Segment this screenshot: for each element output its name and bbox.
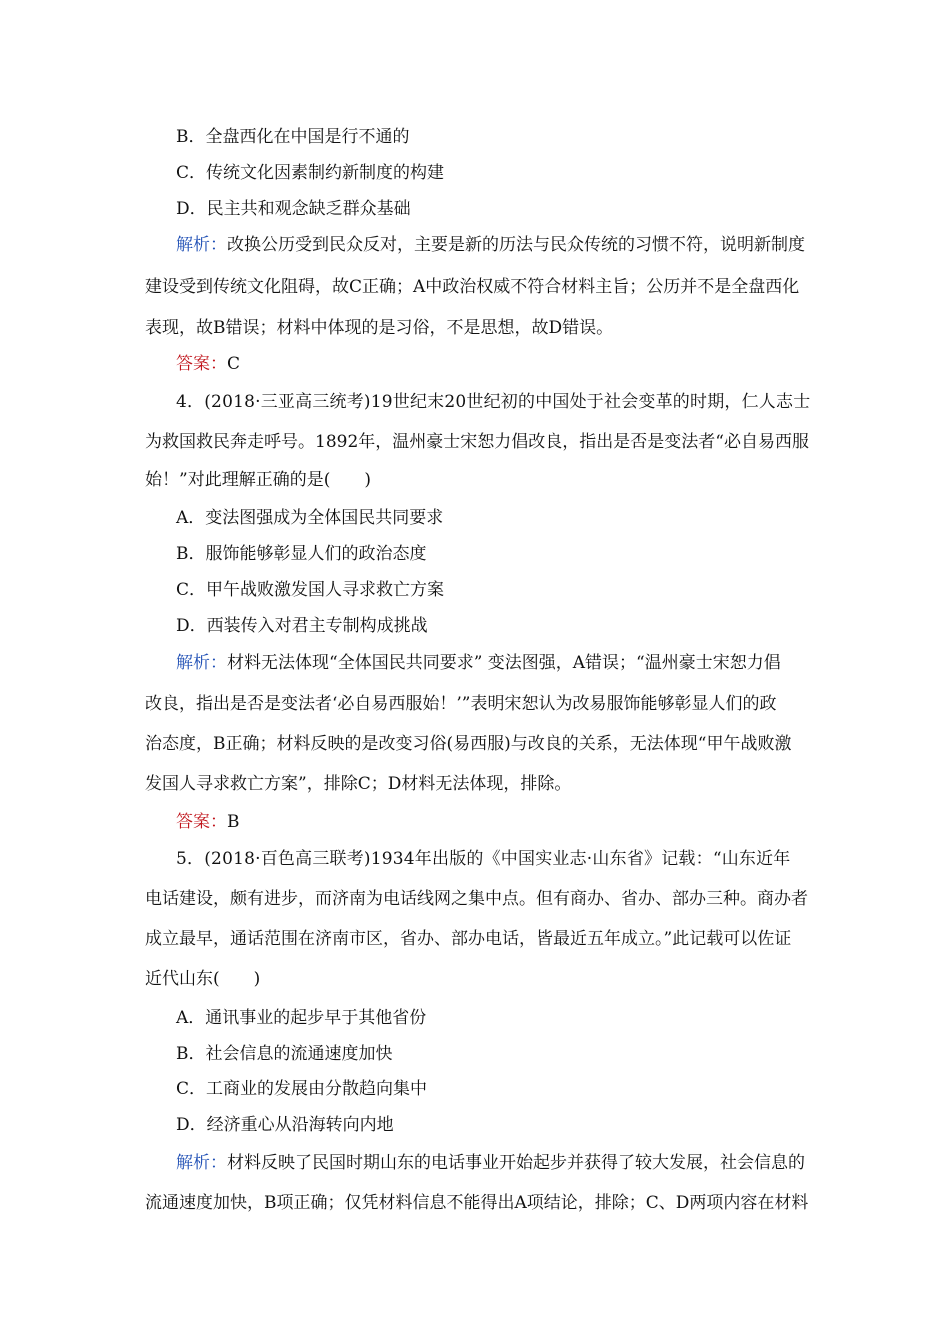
q4-option-b: B．服饰能够彰显人们的政治态度 xyxy=(176,544,427,564)
q4-analysis-line-1: 解析：材料无法体现“全体国民共同要求” 变法图强，A错误；“温州豪士宋恕力倡 xyxy=(176,653,781,673)
q4-option-a: A．变法图强成为全体国民共同要求 xyxy=(176,508,444,528)
q4-analysis-line-2: 改良，指出是否是变法者‘必自易西服始！’”表明宋恕认为改易服饰能够彰显人们的政 xyxy=(145,694,777,714)
q5-option-c: C．工商业的发展由分散趋向集中 xyxy=(176,1079,428,1099)
q4-answer-label: 答案： xyxy=(176,812,227,832)
q3-option-c: C．传统文化因素制约新制度的构建 xyxy=(176,163,445,183)
q4-analysis-line-3: 治态度，B正确；材料反映的是改变习俗(易西服)与改良的关系，无法体现“甲午战败激 xyxy=(145,734,792,754)
q5-analysis-label: 解析： xyxy=(176,1153,227,1173)
q5-option-a: A．通讯事业的起步早于其他省份 xyxy=(176,1008,427,1028)
q3-answer-label: 答案： xyxy=(176,354,227,374)
q3-option-b: B．全盘西化在中国是行不通的 xyxy=(176,127,410,147)
q4-option-d: D．西装传入对君主专制构成挑战 xyxy=(176,616,428,636)
q5-option-b: B．社会信息的流通速度加快 xyxy=(176,1044,393,1064)
q5-stem-line-2: 电话建设，颇有进步，而济南为电话线网之集中点。但有商办、省办、部办三种。商办者 xyxy=(145,889,808,909)
q4-answer-value: B xyxy=(227,812,240,832)
q5-stem-line-1: 5．(2018·百色高三联考)1934年出版的《中国实业志·山东省》记载：“山东近年 xyxy=(176,849,791,869)
q4-analysis-label: 解析： xyxy=(176,653,227,673)
q3-answer xyxy=(176,353,240,375)
q3-analysis-line-2: 建设受到传统文化阻碍，故C正确；A中政治权威不符合材料主旨；公历并不是全盘西化 xyxy=(145,277,800,297)
q3-analysis-label: 解析： xyxy=(176,235,227,255)
q5-analysis-line-1: 解析：材料反映了民国时期山东的电话事业开始起步并获得了较大发展，社会信息的 xyxy=(176,1153,805,1173)
q3-analysis-line-1: 解析：改换公历受到民众反对，主要是新的历法与民众传统的习惯不符，说明新制度 xyxy=(176,235,805,255)
q3-analysis-line-3: 表现，故B错误；材料中体现的是习俗，不是思想，故D错误。 xyxy=(145,318,614,338)
q4-stem-line-2: 为救国救民奔走呼号。1892年，温州豪士宋恕力倡改良，指出是否是变法者“必自易西服 xyxy=(145,432,809,452)
q5-option-d: D．经济重心从沿海转向内地 xyxy=(176,1115,394,1135)
q4-stem-line-1: 4．(2018·三亚高三统考)19世纪末20世纪初的中国处于社会变革的时期，仁人志士 xyxy=(176,392,811,412)
q4-answer xyxy=(176,811,240,833)
q3-option-d: D．民主共和观念缺乏群众基础 xyxy=(176,199,411,219)
q4-option-c: C．甲午战败激发国人寻求救亡方案 xyxy=(176,580,445,600)
q4-analysis-line-4: 发国人寻求救亡方案”，排除C；D材料无法体现，排除。 xyxy=(145,774,572,794)
q5-stem-line-3: 成立最早，通话范围在济南市区，省办、部办电话，皆最近五年成立。”此记载可以佐证 xyxy=(145,929,792,949)
q4-stem-line-3: 始！”对此理解正确的是( ) xyxy=(145,470,371,490)
q3-answer-value: C xyxy=(227,354,241,374)
q5-stem-line-4: 近代山东( ) xyxy=(145,969,261,989)
q5-analysis-line-2: 流通速度加快，B项正确；仅凭材料信息不能得出A项结论，排除；C、D两项内容在材料 xyxy=(145,1193,809,1213)
